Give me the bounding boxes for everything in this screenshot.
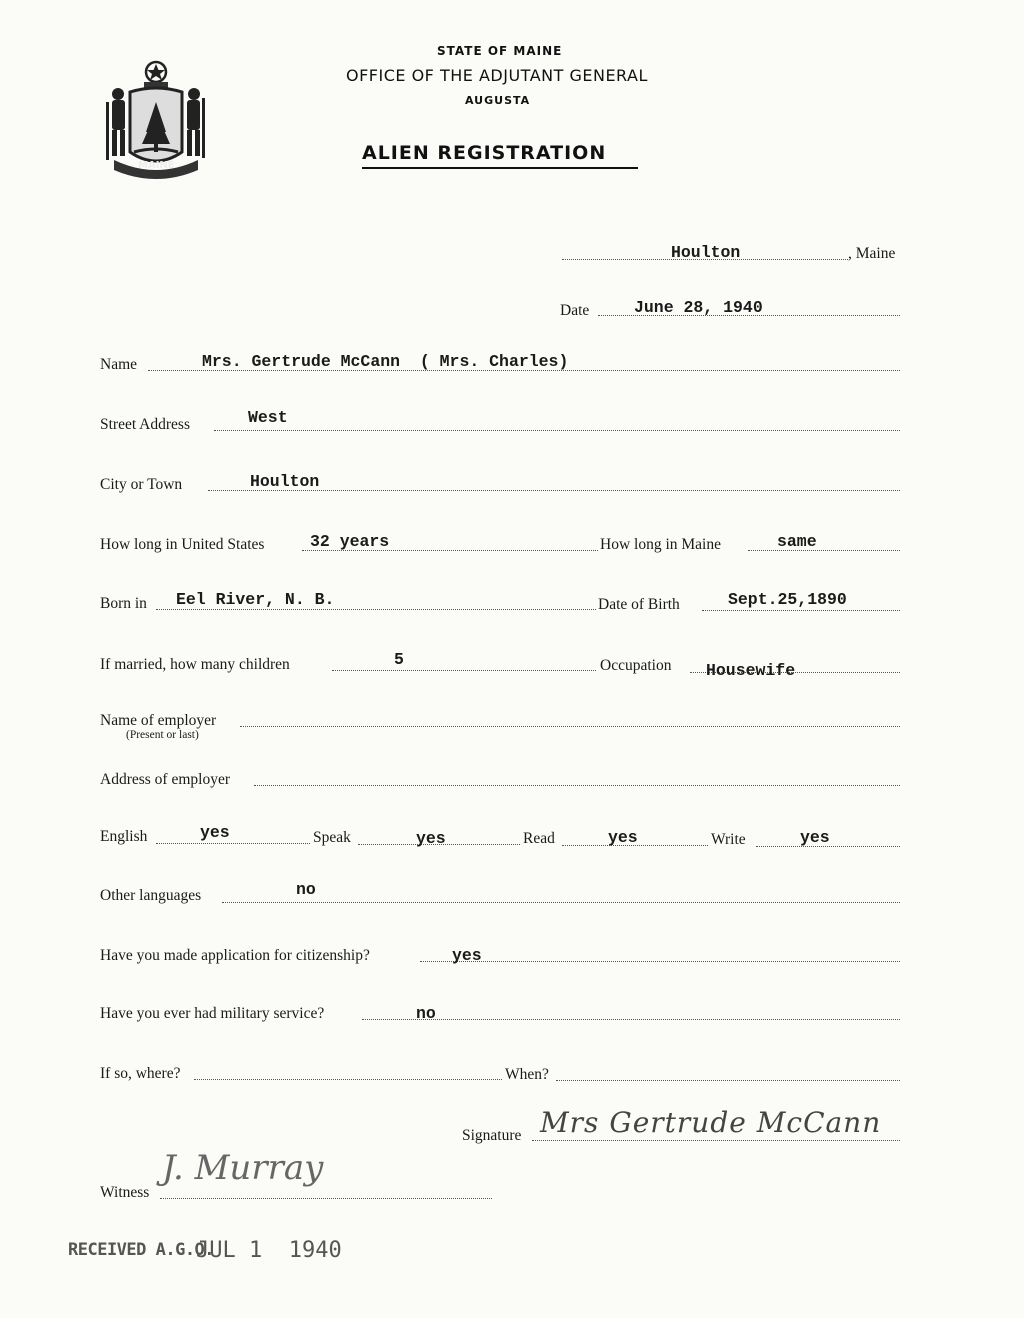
other-languages-label: Other languages: [100, 887, 202, 904]
date-label: Date: [560, 302, 590, 319]
when-label: When?: [505, 1066, 549, 1083]
street-line: [214, 430, 900, 431]
header-state: STATE OF MAINE: [437, 44, 563, 58]
signature-label: Signature: [462, 1127, 522, 1144]
seal-text: MAINE: [138, 160, 175, 171]
city-label: City or Town: [100, 476, 183, 493]
header-office: OFFICE OF THE ADJUTANT GENERAL: [346, 66, 648, 85]
english-label: English: [100, 828, 148, 845]
witness-label: Witness: [100, 1184, 150, 1201]
citizenship-label: Have you made application for citizenship?: [100, 947, 370, 964]
signature-value: Mrs Gertrude McCann: [540, 1106, 882, 1139]
header-city: AUGUSTA: [465, 94, 531, 107]
citizenship-line: [420, 961, 900, 962]
page-title: ALIEN REGISTRATION: [362, 142, 607, 164]
when-line: [556, 1080, 900, 1081]
street-value: West: [248, 408, 288, 427]
dob-line: [702, 610, 900, 611]
other-languages-line: [222, 902, 900, 903]
place-value: Houlton: [671, 243, 741, 262]
military-label: Have you ever had military service?: [100, 1005, 325, 1022]
employer-line: [240, 726, 900, 727]
children-line: [332, 670, 596, 671]
where-label: If so, where?: [100, 1065, 181, 1082]
children-label: If married, how many children: [100, 656, 290, 673]
born-in-value: Eel River, N. B.: [176, 590, 335, 609]
name-label: Name: [100, 356, 138, 373]
received-stamp: RECEIVED A.G.O.: [68, 1240, 215, 1260]
how-long-maine-line: [748, 550, 900, 551]
read-label: Read: [523, 830, 555, 847]
name-value: Mrs. Gertrude McCann ( Mrs. Charles): [202, 352, 569, 371]
occupation-label: Occupation: [600, 657, 672, 674]
children-value: 5: [394, 650, 404, 669]
read-value: yes: [608, 828, 638, 847]
street-label: Street Address: [100, 416, 190, 433]
speak-value: yes: [416, 829, 446, 848]
dob-label: Date of Birth: [598, 596, 680, 613]
where-line: [194, 1079, 502, 1080]
signature-line: [532, 1140, 900, 1141]
witness-value: J. Murray: [162, 1148, 324, 1188]
employer-address-line: [254, 785, 900, 786]
employer-label: Name of employer: [100, 712, 217, 729]
write-label: Write: [711, 831, 746, 848]
military-value: no: [416, 1004, 436, 1023]
employer-address-label: Address of employer: [100, 771, 230, 788]
date-value: June 28, 1940: [634, 298, 763, 317]
born-in-label: Born in: [100, 595, 147, 612]
english-line: [156, 843, 310, 844]
employer-sublabel: (Present or last): [126, 729, 199, 741]
english-value: yes: [200, 823, 230, 842]
how-long-us-label: How long in United States: [100, 536, 265, 553]
how-long-maine-label: How long in Maine: [600, 536, 721, 553]
other-languages-value: no: [296, 880, 316, 899]
received-stamp-date: JUL 1 1940: [196, 1238, 342, 1263]
how-long-us-value: 32 years: [310, 532, 390, 551]
place-suffix: , Maine: [848, 245, 896, 262]
dob-value: Sept.25,1890: [728, 590, 847, 609]
occupation-value: Housewife: [706, 661, 796, 680]
citizenship-value: yes: [452, 946, 482, 965]
write-value: yes: [800, 828, 830, 847]
born-in-line: [156, 609, 596, 610]
witness-line: [160, 1198, 492, 1199]
how-long-maine-value: same: [777, 532, 817, 551]
state-seal: [100, 52, 212, 182]
speak-label: Speak: [313, 829, 351, 846]
title-underline: [362, 167, 638, 169]
military-line: [362, 1019, 900, 1020]
city-value: Houlton: [250, 472, 320, 491]
